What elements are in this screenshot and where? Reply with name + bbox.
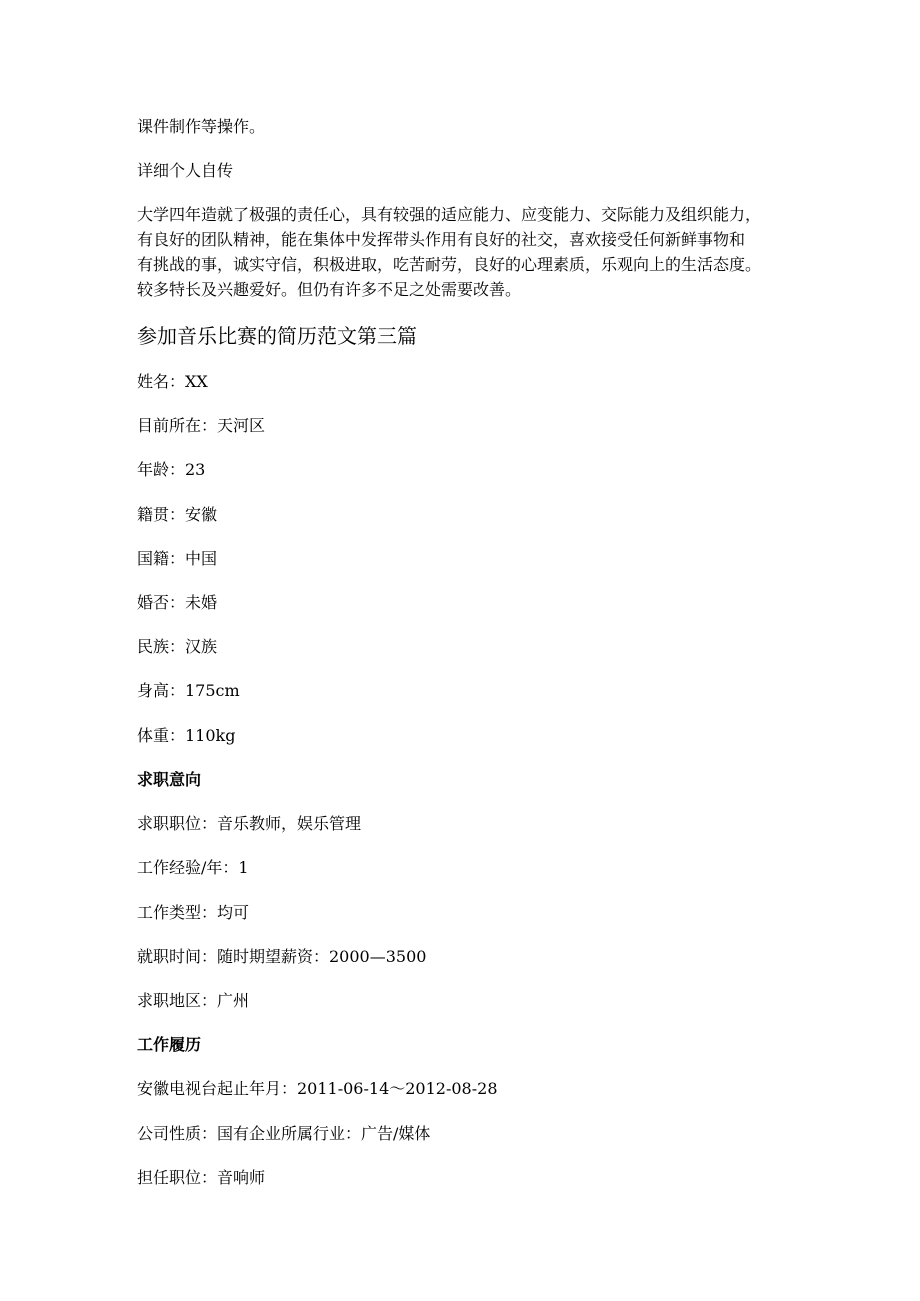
info-location: 目前所在：天河区 [137,416,266,435]
job-region: 求职地区：广州 [137,991,250,1010]
info-ethnicity: 民族：汉族 [137,637,218,656]
work-position: 担任职位：音响师 [137,1168,266,1187]
intro-line: 课件制作等操作。 [137,117,266,136]
info-weight: 体重：110kg [137,726,236,745]
self-bio-heading: 详细个人自传 [137,161,234,180]
work-employer-period: 安徽电视台起止年月：2011-06-14～2012-08-28 [137,1079,498,1098]
info-age: 年龄：23 [137,460,206,479]
work-history-heading: 工作履历 [137,1035,202,1054]
job-type: 工作类型：均可 [137,903,250,922]
job-experience: 工作经验/年：1 [137,858,249,877]
self-bio-line: 有良好的团队精神，能在集体中发挥带头作用有良好的社交，喜欢接受任何新鲜事物和 [137,230,746,249]
job-position: 求职职位：音乐教师，娱乐管理 [137,814,362,833]
work-company-nature: 公司性质：国有企业所属行业：广告/媒体 [137,1124,431,1143]
info-height: 身高：175cm [137,681,240,700]
job-start-salary: 就职时间：随时期望薪资：2000—3500 [137,947,427,966]
info-marital-status: 婚否：未婚 [137,593,218,612]
self-bio-line: 有挑战的事，诚实守信，积极进取，吃苦耐劳，良好的心理素质，乐观向上的生活态度。 [137,255,762,274]
info-name: 姓名：XX [137,372,208,391]
self-bio-line: 大学四年造就了极强的责任心，具有较强的适应能力、应变能力、交际能力及组织能力， [137,205,762,224]
self-bio-line: 较多特长及兴趣爱好。但仍有许多不足之处需要改善。 [137,280,522,299]
job-intention-heading: 求职意向 [137,770,202,789]
info-nationality: 国籍：中国 [137,549,218,568]
info-hometown: 籍贯：安徽 [137,505,218,524]
section-title: 参加音乐比赛的简历范文第三篇 [137,324,417,348]
